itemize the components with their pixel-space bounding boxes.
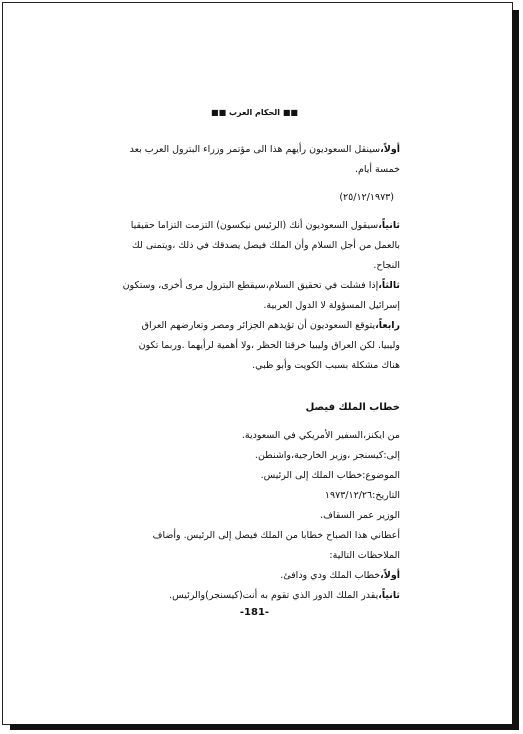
paragraph-third bbox=[118, 276, 400, 316]
memo-point-second bbox=[118, 586, 400, 606]
text-third: إذا فشلت في تحقيق السلام،سيقطع البترول مرى أخرى، وستكون إسرائيل المسؤولة لا الدول العربية. bbox=[122, 280, 400, 311]
memo-point-second-lead: ثانياً، bbox=[378, 590, 400, 601]
memo-date: التاريخ:١٩٧٣/١٢/٢٦ bbox=[324, 490, 400, 501]
memo-minister: الوزير عمر السقاف. bbox=[320, 510, 400, 521]
lead-first: أولاً، bbox=[380, 144, 400, 155]
memo-point-second-text: يقدر الملك الدور الذي تقوم به أنت(كيسنجر)والرئيس. bbox=[169, 590, 379, 601]
lead-fourth: رابعاً، bbox=[375, 320, 400, 331]
lead-second: ثانياً، bbox=[378, 220, 400, 231]
text-first: سينقل السعوديون رأيهم هذا الى مؤتمر وزراء البترول العرب بعد خمسة أيام. bbox=[129, 144, 400, 175]
running-header: ■■ الحكام العرب ■■ bbox=[211, 108, 298, 117]
paragraph-second bbox=[118, 216, 400, 276]
memo-point-first bbox=[118, 566, 400, 586]
page-shadow-bottom bbox=[10, 724, 519, 730]
date-reference: (٢٥/١٢/١٩٧٣) bbox=[339, 192, 394, 203]
page-shadow-right bbox=[512, 10, 519, 728]
page-number: -181- bbox=[239, 607, 270, 618]
memo-body: أعطاني هذا الصباح خطابا من الملك فيصل إلى الرئيس. وأضاف الملاحظات التالية: bbox=[152, 530, 400, 561]
paragraph-first bbox=[118, 140, 400, 180]
memo-to: إلى:كيسنجر ،وزير الخارجية،واشنطن. bbox=[254, 450, 400, 461]
memo-from: من ايكنز،السفير الأمريكي في السعودية. bbox=[241, 430, 400, 441]
text-fourth: يتوقع السعوديون أن تؤيدهم الجزائر ومصر وتعارضهم العراق وليبيا. لكن العراق وليبيا خرقتا الحظر ،ولا أهمية لرأيهما .وربما تكون هناك مشكلة بسبب الكويت وأبو ظبي. bbox=[138, 320, 400, 371]
section-title: خطاب الملك فيصل bbox=[305, 402, 400, 413]
memo-subject: الموضوع:خطاب الملك إلى الرئيس. bbox=[260, 470, 400, 481]
text-second: سيقول السعوديون أنك (الرئيس نيكسون) التزمت التزاما حقيقيا بالعمل من أجل السلام وأن الملك فيصل يصدقك في ذلك ،ويتمنى لك النجاح. bbox=[130, 220, 400, 271]
memo-point-first-lead: أولاً، bbox=[380, 570, 400, 581]
document-body bbox=[118, 140, 400, 606]
lead-third: ثالثاً، bbox=[378, 280, 400, 291]
memo-point-first-text: خطاب الملك ودي ودافئ. bbox=[280, 570, 381, 581]
paragraph-fourth bbox=[118, 316, 400, 376]
